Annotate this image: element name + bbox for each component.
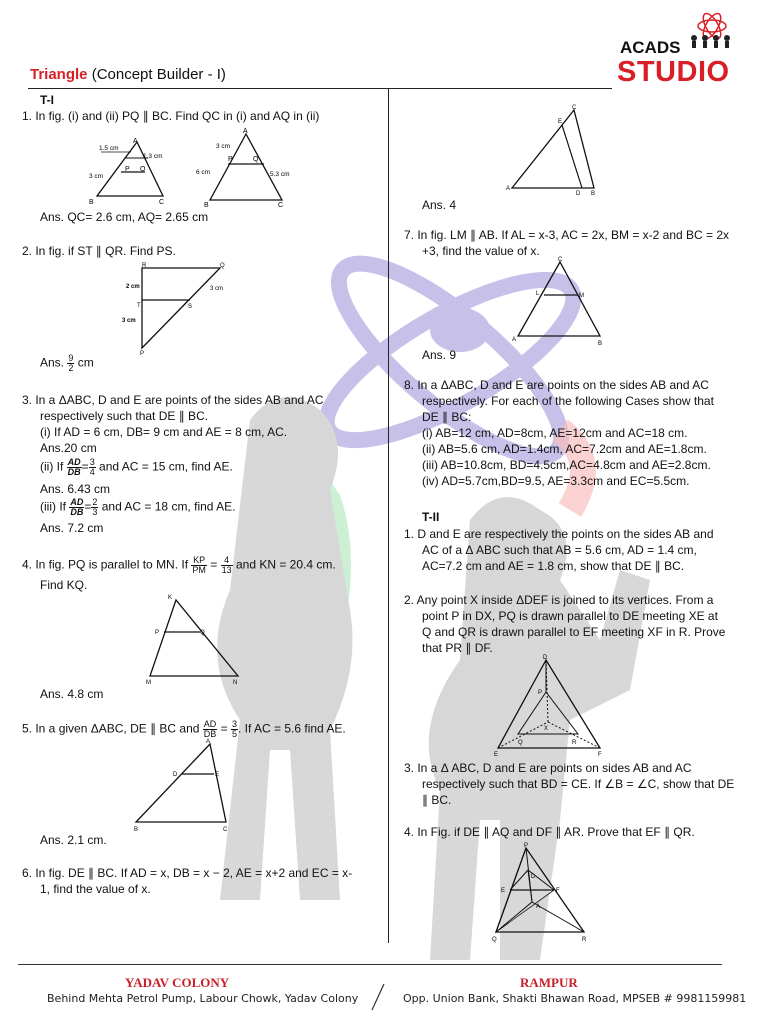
q3-ii-ratio-num: AD xyxy=(67,457,81,467)
fig7-label-C: C xyxy=(558,257,563,263)
t2-question-1-line1: 1. D and E are respectively the points on the sides AB and xyxy=(404,527,714,541)
t2-question-1-line2: AC of a Δ ABC such that AB = 5.6 cm, AD = 1.4 cm, xyxy=(422,543,697,557)
answer-2-fraction xyxy=(67,354,74,373)
fig1a-label-P: P xyxy=(125,166,130,173)
q3-iii-ratio-den: DB xyxy=(70,507,84,517)
ft4-label-E: E xyxy=(501,888,506,894)
fig4-label-M: M xyxy=(146,680,151,686)
question-6-line2: 1, find the value of x. xyxy=(40,882,151,896)
fig2-label-P: P xyxy=(140,351,145,356)
q4-value-den: 13 xyxy=(221,565,232,575)
question-3-iii xyxy=(40,498,235,517)
question-8-i: (i) AB=12 cm, AD=8cm, AE=12cm and AC=18 cm. xyxy=(422,426,688,440)
question-1: 1. In fig. (i) and (ii) PQ ∥ BC. Find QC in (i) and AQ in (ii) xyxy=(22,109,320,123)
q3-iii-value-den: 3 xyxy=(92,507,98,517)
t2-question-3-line3: ∥ BC. xyxy=(422,793,452,807)
question-8-ii: (ii) AB=5.6 cm, AD=1.4cm, AC=7.2cm and AE=1.8cm. xyxy=(422,442,707,456)
answer-5: Ans. 2.1 cm. xyxy=(40,833,107,847)
fig1a-measure-3: 3 cm xyxy=(89,173,104,180)
q3-iii-ratio-num: AD xyxy=(70,497,84,507)
title-subtitle: (Concept Builder - I) xyxy=(87,66,226,83)
question-8-line1: 8. In a ΔABC, D and E are points on the sides AB and AC xyxy=(404,378,709,392)
figure-t2-4 xyxy=(484,840,594,944)
question-8-line2: respectively. For each of the following Cases show that xyxy=(422,394,714,408)
ft4-label-D: D xyxy=(531,874,536,880)
fig1a-label-A: A xyxy=(133,138,138,145)
ft2-label-D: D xyxy=(543,655,548,661)
q5-value-den: 5 xyxy=(232,729,238,739)
footer-rule xyxy=(18,964,722,965)
q3-iii-prefix: (iii) If xyxy=(40,499,66,514)
section-t1-heading: T-I xyxy=(40,93,54,107)
fig6-label-B: B xyxy=(591,191,596,196)
q3-ii-prefix: (ii) If xyxy=(40,459,64,474)
answer-3-i: Ans.20 cm xyxy=(40,441,97,455)
question-3-ii xyxy=(40,458,233,477)
fig6-label-C: C xyxy=(572,105,577,111)
ft4-label-A: A xyxy=(536,904,541,910)
figure-7 xyxy=(508,254,608,348)
ft2-label-F: F xyxy=(598,752,602,758)
t2-question-1-line3: AC=7.2 cm and AE = 1.8 cm, show that DE ∥ BC. xyxy=(422,559,685,573)
section-t2-heading: T-II xyxy=(422,510,440,524)
fig1b-measure-3: 5.3 cm xyxy=(270,171,290,178)
fig1a-measure-1: 1.5 cm xyxy=(99,145,119,152)
fig5-label-A: A xyxy=(206,739,211,745)
t2-question-2-line3: Q and QR is drawn parallel to EF meeting XF in R. Prove xyxy=(422,625,726,639)
fig2-label-R: R xyxy=(142,263,147,269)
fig4-label-Q: Q xyxy=(200,630,205,636)
fig7-label-L: L xyxy=(536,291,540,297)
footer-slash-divider xyxy=(368,982,388,1012)
ft2-label-P: P xyxy=(538,690,543,696)
q3-ii-post: and AC = 15 cm, find AE. xyxy=(99,459,233,474)
answer-3-iii: Ans. 7.2 cm xyxy=(40,521,104,535)
question-7-line2: +3, find the value of x. xyxy=(422,244,540,258)
fig1a-label-B: B xyxy=(89,199,94,206)
question-8-iv: (iv) AD=5.7cm,BD=9.5, AE=3.3cm and EC=5.5cm. xyxy=(422,474,690,488)
answer-3-ii: Ans. 6.43 cm xyxy=(40,482,111,496)
fig7-label-B: B xyxy=(598,341,603,347)
t2-question-3-line1: 3. In a Δ ABC, D and E are points on sides AB and AC xyxy=(404,761,692,775)
fig2-label-T: T xyxy=(137,303,141,309)
fig5-label-B: B xyxy=(134,827,139,832)
figure-1-ii xyxy=(190,126,300,208)
fig5-label-C: C xyxy=(223,827,228,832)
header-rule xyxy=(28,88,612,89)
q3-ii-value-den: 4 xyxy=(89,467,95,477)
answer-1: Ans. QC= 2.6 cm, AQ= 2.65 cm xyxy=(40,210,209,224)
q3-ii-ratio xyxy=(67,458,82,477)
q3-ii-eq: = xyxy=(81,459,89,474)
q5-value-num: 3 xyxy=(232,719,238,729)
fig2-label-Q: Q xyxy=(220,263,225,269)
q3-iii-value-num: 2 xyxy=(92,497,98,507)
footer-right-title: RAMPUR xyxy=(520,975,578,990)
q3-ii-value xyxy=(89,458,96,477)
t2-question-2-line4: that PR ∥ DF. xyxy=(422,641,493,655)
question-3-i: (i) If AD = 6 cm, DB= 9 cm and AE = 8 cm, AC. xyxy=(40,425,288,439)
ft4-label-Q: Q xyxy=(492,937,497,943)
fig2-measure-2: 3 cm xyxy=(210,286,224,292)
question-3-line1: 3. In a ΔABC, D and E are points of the sides AB and AC xyxy=(22,393,324,407)
q4-ratio-den: PM xyxy=(192,565,206,575)
q3-ii-value-num: 3 xyxy=(89,457,95,467)
q5-eq: = xyxy=(220,721,228,736)
answer-2-prefix: Ans. xyxy=(40,355,65,370)
question-6-line1: 6. In fig. DE ∥ BC. If AD = x, DB = x − 2, AE = x+2 and EC = x- xyxy=(22,866,353,880)
answer-4: Ans. 4.8 cm xyxy=(40,687,104,701)
figure-t2-2 xyxy=(488,652,610,758)
footer-left-address: Behind Mehta Petrol Pump, Labour Chowk, Yadav Colony xyxy=(47,992,359,1005)
q3-iii-value xyxy=(91,498,98,517)
title-topic: Triangle xyxy=(30,66,88,83)
t2-question-2-line2: point P in DX, PQ is drawn parallel to DE meeting XE at xyxy=(422,609,718,623)
figure-1-i xyxy=(85,134,185,206)
page-title xyxy=(30,66,226,83)
answer-2-den: 2 xyxy=(68,363,74,373)
q3-iii-post: and AC = 18 cm, find AE. xyxy=(101,499,236,514)
figure-4 xyxy=(140,592,250,686)
q4-ratio xyxy=(191,556,207,575)
answer-2-unit: cm xyxy=(77,355,94,370)
q3-iii-eq: = xyxy=(84,499,92,514)
fig6-label-E: E xyxy=(558,119,563,125)
question-8-iii: (iii) AB=10.8cm, BD=4.5cm,AC=4.8cm and AE=2.8cm. xyxy=(422,458,711,472)
answer-6: Ans. 4 xyxy=(422,198,457,212)
fig1b-label-P: P xyxy=(228,156,233,163)
fig2-label-S: S xyxy=(188,304,193,310)
ft4-label-F: F xyxy=(556,888,560,894)
fig4-label-K: K xyxy=(168,595,173,601)
q4-value-num: 4 xyxy=(221,556,233,566)
question-4-line1 xyxy=(22,556,336,575)
ft2-label-R: R xyxy=(572,740,577,746)
fig1a-label-C: C xyxy=(159,199,165,206)
q5-prefix: 5. In a given ΔABC, DE ∥ BC and xyxy=(22,721,200,736)
column-divider xyxy=(388,88,389,943)
fig1b-measure-1: 3 cm xyxy=(216,143,231,150)
t2-question-4: 4. In Fig. if DE ∥ AQ and DF ∥ AR. Prove that EF ∥ QR. xyxy=(404,825,695,839)
fig1b-label-A: A xyxy=(243,128,248,135)
acads-studio-logo xyxy=(612,8,752,90)
answer-2-num: 9 xyxy=(68,353,74,363)
question-2: 2. In fig. if ST ∥ QR. Find PS. xyxy=(22,244,176,258)
fig6-label-A: A xyxy=(506,186,511,192)
answer-2 xyxy=(40,354,94,373)
question-3-line2: respectively such that DE ∥ BC. xyxy=(40,409,209,423)
fig6-label-D: D xyxy=(576,191,581,196)
question-8-line3: DE ∥ BC: xyxy=(422,410,472,424)
fig7-label-M: M xyxy=(579,293,584,299)
q5-ratio-den: DB xyxy=(203,729,217,739)
q4-prefix: 4. In fig. PQ is parallel to MN. If xyxy=(22,557,189,572)
q5-post: . If AC = 5.6 find AE. xyxy=(238,721,346,736)
fig1a-label-Q: Q xyxy=(140,166,146,173)
q4-eq: = xyxy=(210,557,218,572)
footer-left-title: YADAV COLONY xyxy=(125,975,230,990)
ft2-label-E: E xyxy=(494,752,499,758)
q5-ratio-num: AD xyxy=(203,719,217,729)
question-4-line2: Find KQ. xyxy=(40,578,88,592)
question-7-line1: 7. In fig. LM ∥ AB. If AL = x-3, AC = 2x, BM = x-2 and BC = 2x xyxy=(404,228,730,242)
q3-ii-ratio-den: DB xyxy=(67,467,81,477)
fig2-measure-3: 3 cm xyxy=(122,318,136,324)
logo-acads: ACADS xyxy=(620,38,681,57)
footer-right-address: Opp. Union Bank, Shakti Bhawan Road, MPSEB # 9981159981 xyxy=(403,992,747,1005)
q3-iii-ratio xyxy=(69,498,84,517)
fig1b-label-Q: Q xyxy=(253,156,259,163)
figure-2 xyxy=(112,260,240,356)
fig1b-label-B: B xyxy=(204,202,209,208)
ft2-label-X: X xyxy=(544,726,549,732)
fig2-measure-1: 2 cm xyxy=(126,284,140,290)
fig5-label-D: D xyxy=(173,772,178,778)
answer-7: Ans. 9 xyxy=(422,348,457,362)
q4-post: and KN = 20.4 cm. xyxy=(235,557,336,572)
fig4-label-N: N xyxy=(233,680,238,686)
logo-studio: STUDIO xyxy=(617,56,730,88)
fig4-label-P: P xyxy=(155,630,160,636)
t2-question-2-line1: 2. Any point X inside ΔDEF is joined to its vertices. From a xyxy=(404,593,714,607)
ft4-label-P: P xyxy=(524,843,529,849)
figure-5 xyxy=(130,736,236,832)
fig1a-measure-2: 1.3 cm xyxy=(143,153,163,160)
q4-ratio-num: KP xyxy=(193,555,206,565)
figure-6 xyxy=(498,102,604,196)
fig1b-measure-2: 6 cm xyxy=(196,169,211,176)
q4-value xyxy=(221,556,233,575)
fig7-label-A: A xyxy=(512,337,517,343)
t2-question-3-line2: respectively such that BD = CE. If ∠B = ∠C, show that DE xyxy=(422,777,735,791)
ft2-label-Q: Q xyxy=(518,740,523,746)
ft4-label-R: R xyxy=(582,937,587,943)
fig5-label-E: E xyxy=(215,772,220,778)
fig1b-label-C: C xyxy=(278,202,284,208)
